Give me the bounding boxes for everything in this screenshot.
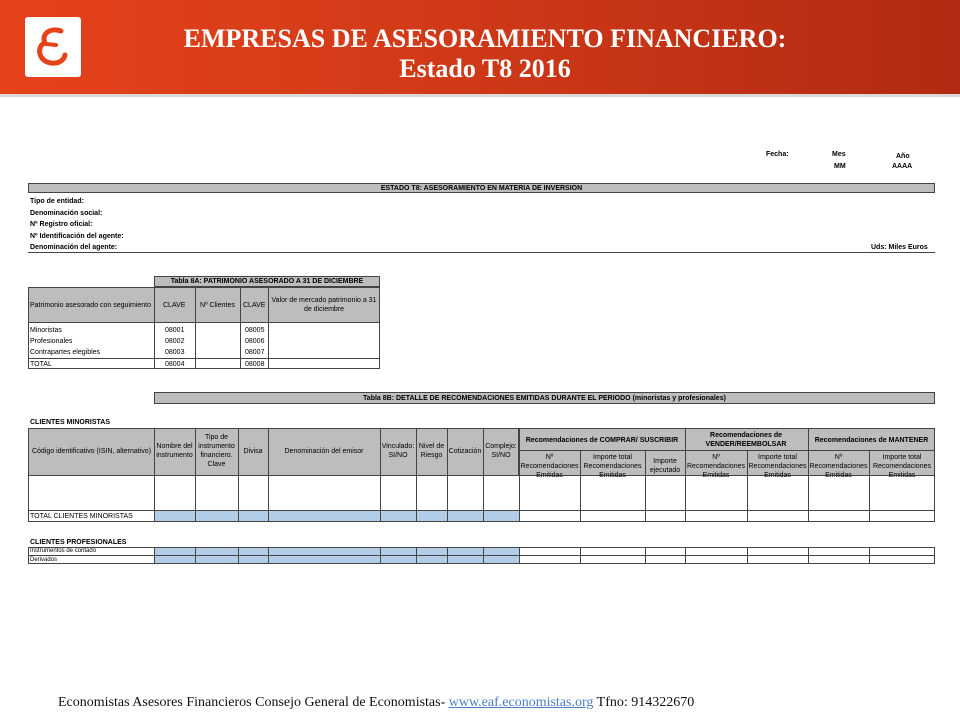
table8a-header-valor: Valor de mercado patrimonio a 31 de diciembre (271, 297, 377, 313)
field-tipo-entidad: Tipo de entidad: (30, 198, 84, 205)
col-header-complejo: Complejo: SI/NO (485, 443, 517, 459)
sub-header-importe-vender: Importe total Recomendaciones Emitidas (748, 454, 807, 479)
table8a-header-clave2: CLAVE (243, 302, 266, 309)
group-header-comprar: Recomendaciones de COMPRAR/ SUSCRIBIR (525, 437, 679, 444)
field-denominacion-agente: Denominación del agente: (30, 244, 118, 251)
units-underline (28, 252, 935, 253)
fecha-label: Fecha: (766, 151, 789, 158)
profesionales-row-contado: Instrumentos de contado (30, 548, 97, 554)
col-header-vinculado: Vinculado: SI/NO (381, 443, 415, 459)
units-label: Uds: Miles Euros (871, 244, 928, 251)
title-line-1: EMPRESAS DE ASESORAMIENTO FINANCIERO: (183, 24, 787, 53)
mes-label: Mes (832, 151, 846, 158)
footer-phone: Tfno: 914322670 (593, 695, 695, 710)
table8a-row-label: Minoristas (30, 327, 62, 334)
col-header-tipo: Tipo de instrumento financiero. Clave (198, 434, 235, 468)
title-line-2: Estado T8 2016 (399, 54, 571, 83)
field-identificacion-agente: Nº Identificación del agente: (30, 233, 124, 240)
group-header-vender: Recomendaciones de VENDER/REEMBOLSAR (705, 432, 787, 448)
table8a-row-clave1: 08004 (165, 361, 185, 368)
table8a-row-clave1: 08002 (165, 338, 185, 345)
table8a-header-clave1: CLAVE (163, 302, 186, 309)
mm-label: MM (834, 163, 846, 170)
col-header-divisa: Divisa (243, 448, 263, 455)
field-denominacion-social: Denominación social: (30, 210, 103, 217)
footer-link[interactable]: www.eaf.economistas.org (448, 695, 594, 710)
clientes-profesionales-label: CLIENTES PROFESIONALES (30, 539, 127, 546)
field-registro-oficial: Nº Registro oficial: (30, 221, 93, 228)
table8a-row-label: Contrapartes elegibles (30, 349, 101, 356)
table8b-title: Tabla 8B: DETALLE DE RECOMENDACIONES EMITIDAS DURANTE EL PERIODO (minoristas y profesionales) (363, 395, 726, 402)
col-header-nombre: Nombre del instrumento (156, 443, 193, 459)
table8a-row-clave2: 08005 (245, 327, 265, 334)
footer-text: Economistas Asesores Financieros Consejo General de Economistas- (58, 695, 449, 710)
table8a-row-clave2: 08006 (245, 338, 265, 345)
group-header-mantener: Recomendaciones de MANTENER (814, 437, 929, 444)
sub-header-importe-mantener: Importe total Recomendaciones Emitidas (873, 454, 931, 479)
clientes-minoristas-label: CLIENTES MINORISTAS (30, 419, 110, 426)
sub-header-importe-comprar: Importe total Recomendaciones Emitidas (583, 454, 642, 479)
total-minoristas-fill (155, 511, 519, 521)
footer (58, 695, 694, 711)
col-header-codigo: Código identificativo (ISIN, alternativo) (31, 448, 152, 455)
table8a-title: Tabla 8A: PATRIMONIO ASESORADO A 31 DE DICIEMBRE (170, 278, 364, 285)
table8a-row-label: Profesionales (30, 338, 73, 345)
col-header-cotizacion: Cotización (448, 448, 482, 455)
profesionales-row-derivados: Derivados (30, 557, 58, 563)
table8a-body (28, 322, 380, 369)
table8a-row-clave2: 08008 (245, 361, 265, 368)
sub-header-importe-ejecutado: Importe ejecutado (649, 458, 681, 474)
table8a-row-clave2: 08007 (245, 349, 265, 356)
sub-header-n-comprar: Nº Recomendaciones Emitidas (520, 454, 579, 479)
table8a-row-label: TOTAL (30, 361, 52, 368)
table8a-header-nclientes: Nº Clientes (200, 302, 235, 309)
col-header-emisor: Denominación del emisor (284, 448, 364, 455)
estado-title: ESTADO T8: ASESORAMIENTO EN MATERIA DE INVERSION (380, 185, 583, 192)
table8a-header-label: Patrimonio asesorado con seguimiento (30, 302, 152, 309)
col-header-nivel-riesgo: Nivel de Riesgo (418, 443, 445, 459)
aaaa-label: AAAA (892, 163, 913, 170)
sub-header-n-vender: Nº Recomendaciones Emitidas (687, 454, 745, 479)
total-minoristas-label: TOTAL CLIENTES MINORISTAS (30, 513, 133, 520)
sub-header-n-mantener: Nº Recomendaciones Emitidas (809, 454, 868, 479)
table8a-row-clave1: 08003 (165, 349, 185, 356)
ano-label: Año (896, 153, 910, 160)
table8b-body-minoristas (28, 475, 935, 511)
table8a-row-clave1: 08001 (165, 327, 185, 334)
